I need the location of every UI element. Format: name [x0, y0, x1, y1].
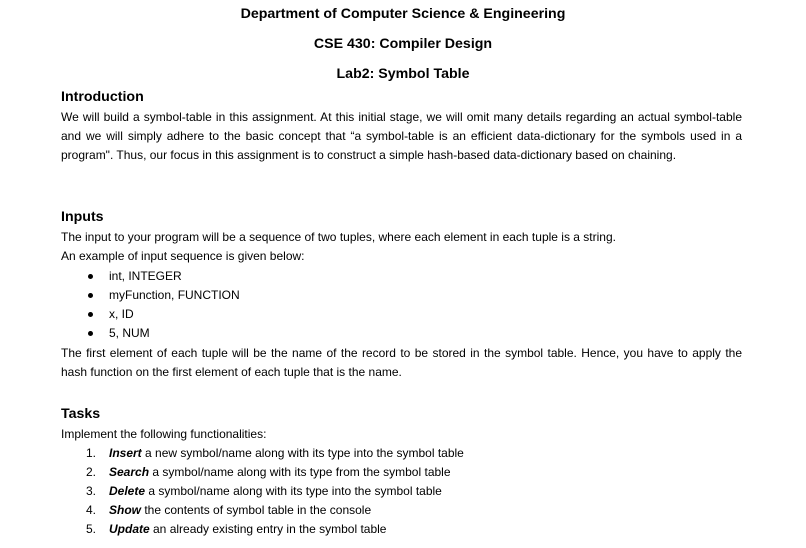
- task-text: [109, 444, 464, 463]
- tasks-intro: Implement the following functionalities:: [61, 427, 267, 441]
- tasks-heading: Tasks: [61, 406, 101, 422]
- input-example-text: 5, NUM: [109, 326, 150, 340]
- introduction-paragraph: We will build a symbol-table in this assignment. At this initial stage, we will omit many details regarding an actual symbol-table and we will simply adhere to the basic concept that “a symbol-table is an efficient data-dictionary for the symbols used in a program". Thus, our focus in this assignment is to construct a simple hash-based data-dictionary based on chaining.: [61, 110, 742, 163]
- input-example-text: myFunction, FUNCTION: [109, 288, 240, 302]
- input-example-text: int, INTEGER: [109, 269, 182, 283]
- bullet-icon: [88, 331, 93, 336]
- task-keyword: Search: [109, 465, 150, 479]
- task-number: 5.: [86, 522, 97, 536]
- task-description: a symbol/name along with its type into the symbol table: [145, 484, 442, 498]
- inputs-heading: Inputs: [61, 209, 104, 225]
- task-keyword: Delete: [109, 484, 146, 498]
- lab-title: Lab2: Symbol Table: [336, 66, 470, 82]
- task-number: 2.: [86, 465, 97, 479]
- course-title: CSE 430: Compiler Design: [313, 36, 493, 52]
- department-title: Department of Computer Science & Engineering: [240, 6, 566, 22]
- task-number: 3.: [86, 484, 97, 498]
- task-description: the contents of symbol table in the console: [141, 503, 372, 517]
- task-description: a new symbol/name along with its type into the symbol table: [141, 446, 464, 460]
- task-text: [109, 463, 451, 482]
- task-number: 1.: [86, 446, 97, 460]
- inputs-line-2: An example of input sequence is given below:: [61, 249, 305, 263]
- inputs-line-1: The input to your program will be a sequence of two tuples, where each element in each tuple is a string.: [61, 230, 616, 244]
- introduction-heading: Introduction: [61, 89, 144, 105]
- task-text: [109, 501, 371, 520]
- task-text: [109, 520, 386, 539]
- task-description: a symbol/name along with its type from the symbol table: [149, 465, 451, 479]
- bullet-icon: [88, 293, 93, 298]
- task-keyword: Update: [109, 522, 150, 536]
- task-description: an already existing entry in the symbol table: [149, 522, 387, 536]
- inputs-paragraph: The first element of each tuple will be the name of the record to be stored in the symbol table. Hence, you have to apply the hash function on the first element of each tuple that is the name.: [61, 346, 742, 380]
- task-text: [109, 482, 442, 501]
- task-keyword: Insert: [109, 446, 142, 460]
- task-number: 4.: [86, 503, 97, 517]
- bullet-icon: [88, 274, 93, 279]
- task-keyword: Show: [109, 503, 141, 517]
- bullet-icon: [88, 312, 93, 317]
- input-example-text: x, ID: [109, 307, 134, 321]
